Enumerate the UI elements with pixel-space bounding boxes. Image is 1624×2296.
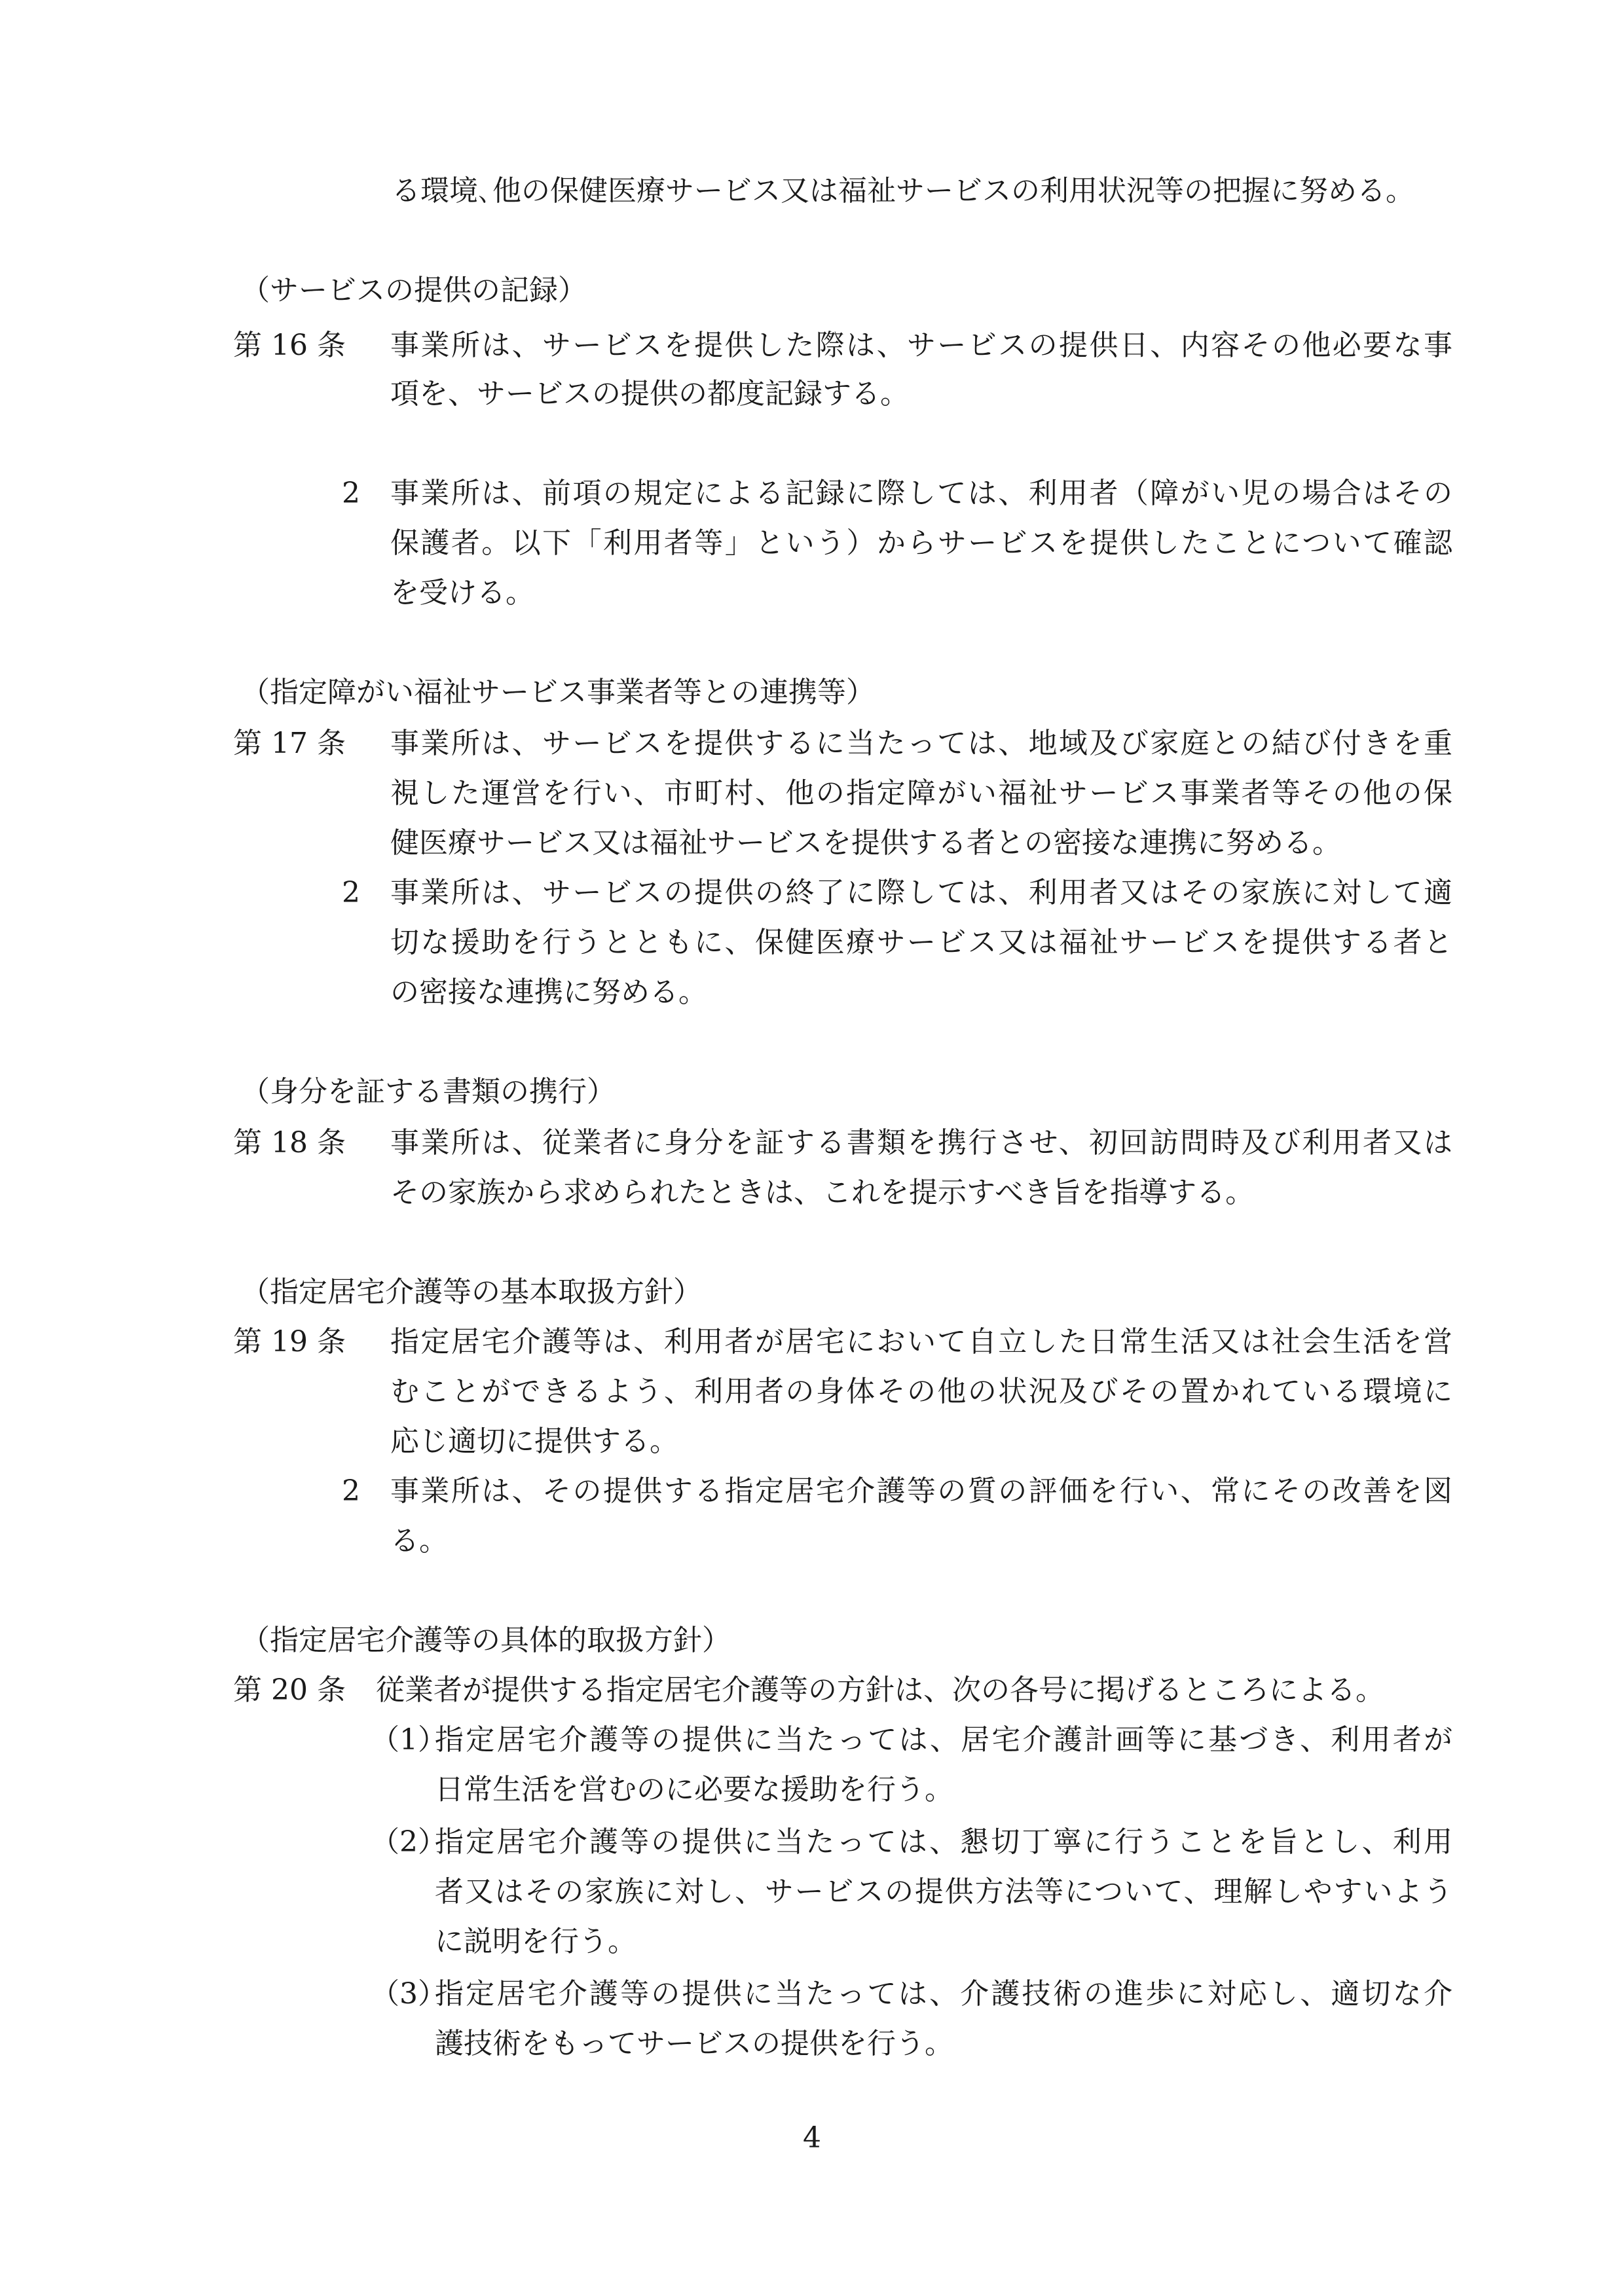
article-16-p1-line: 事業所は、サービスを提供した際は、サービスの提供日、内容その他必要な事 (390, 329, 1452, 362)
article-20-item-1-number: （1） (371, 1723, 447, 1757)
article-18-number: 第 18 条 (233, 1126, 346, 1159)
article-17-p2-line: 切な援助を行うとともに、保健医療サービス又は福祉サービスを提供する者と (390, 926, 1452, 959)
article-20-heading: （指定居宅介護等の具体的取扱方針） (241, 1624, 731, 1657)
article-16-p2-line: 保護者。以下「利用者等」という）からサービスを提供したことについて確認 (390, 526, 1452, 560)
article-18-p1-line: 事業所は、従業者に身分を証する書類を携行させ、初回訪問時及び利用者又は (390, 1126, 1452, 1159)
article-19-number: 第 19 条 (233, 1325, 346, 1358)
article-17-p1-line: 健医療サービス又は福祉サービスを提供する者との密接な連携に努める。 (390, 826, 1341, 860)
article-16-paragraph-2-number: 2 (342, 477, 360, 510)
article-19-p2-line: る。 (390, 1524, 448, 1558)
article-16-p2-line: 事業所は、前項の規定による記録に際しては、利用者（障がい児の場合はその (390, 477, 1452, 510)
article-20-item-3-number: （3） (371, 1977, 447, 2011)
article-19-heading: （指定居宅介護等の基本取扱方針） (241, 1275, 702, 1309)
article-20-p1-line: 従業者が提供する指定居宅介護等の方針は、次の各号に掲げるところによる。 (376, 1673, 1384, 1707)
article-20-item-2-line: 者又はその家族に対し、サービスの提供方法等について、理解しやすいよう (435, 1875, 1452, 1908)
article-20-item-3-line: 指定居宅介護等の提供に当たっては、介護技術の進歩に対応し、適切な介 (435, 1977, 1452, 2011)
article-20-item-3-line: 護技術をもってサービスの提供を行う。 (435, 2027, 953, 2060)
article-17-number: 第 17 条 (233, 727, 346, 760)
article-20-item-1-line: 日常生活を営むのに必要な援助を行う。 (435, 1773, 953, 1806)
article-19-p1-line: 指定居宅介護等は、利用者が居宅において自立した日常生活又は社会生活を営 (390, 1325, 1452, 1358)
article-17-p2-line: の密接な連携に努める。 (390, 975, 707, 1009)
article-16-heading: （サービスの提供の記録） (241, 274, 587, 307)
article-20-item-2-line: に説明を行う。 (435, 1925, 637, 1958)
article-19-p1-line: むことができるよう、利用者の身体その他の状況及びその置かれている環境に (390, 1375, 1452, 1408)
article-17-p1-line: 視した運営を行い、市町村、他の指定障がい福祉サービス事業者等その他の保 (390, 776, 1452, 810)
article-20-number: 第 20 条 (233, 1673, 346, 1707)
article-18-p1-line: その家族から求められたときは、これを提示すべき旨を指導する。 (390, 1176, 1255, 1209)
article-19-paragraph-2-number: 2 (342, 1474, 360, 1508)
article-20-item-1-line: 指定居宅介護等の提供に当たっては、居宅介護計画等に基づき、利用者が (435, 1723, 1452, 1757)
page-number: 4 (803, 2121, 821, 2155)
article-19-p2-line: 事業所は、その提供する指定居宅介護等の質の評価を行い、常にその改善を図 (390, 1474, 1452, 1508)
article-16-number: 第 16 条 (233, 329, 346, 362)
article-16-p1-line: 項を、サービスの提供の都度記録する。 (390, 377, 909, 410)
article-19-p1-line: 応じ適切に提供する。 (390, 1425, 678, 1458)
article-18-heading: （身分を証する書類の携行） (241, 1075, 616, 1108)
article-20-item-2-line: 指定居宅介護等の提供に当たっては、懇切丁寧に行うことを旨とし、利用 (435, 1825, 1452, 1859)
article-17-paragraph-2-number: 2 (342, 876, 360, 909)
continuation-line: る環境､他の保健医療サービス又は福祉サービスの利用状況等の把握に努める。 (392, 174, 1414, 208)
article-17-heading: （指定障がい福祉サービス事業者等との連携等） (241, 676, 875, 709)
article-16-p2-line: を受ける。 (390, 576, 534, 610)
article-20-item-2-number: （2） (371, 1825, 447, 1859)
article-17-p2-line: 事業所は、サービスの提供の終了に際しては、利用者又はその家族に対して適 (390, 876, 1452, 909)
article-17-p1-line: 事業所は、サービスを提供するに当たっては、地域及び家庭との結び付きを重 (390, 727, 1452, 760)
